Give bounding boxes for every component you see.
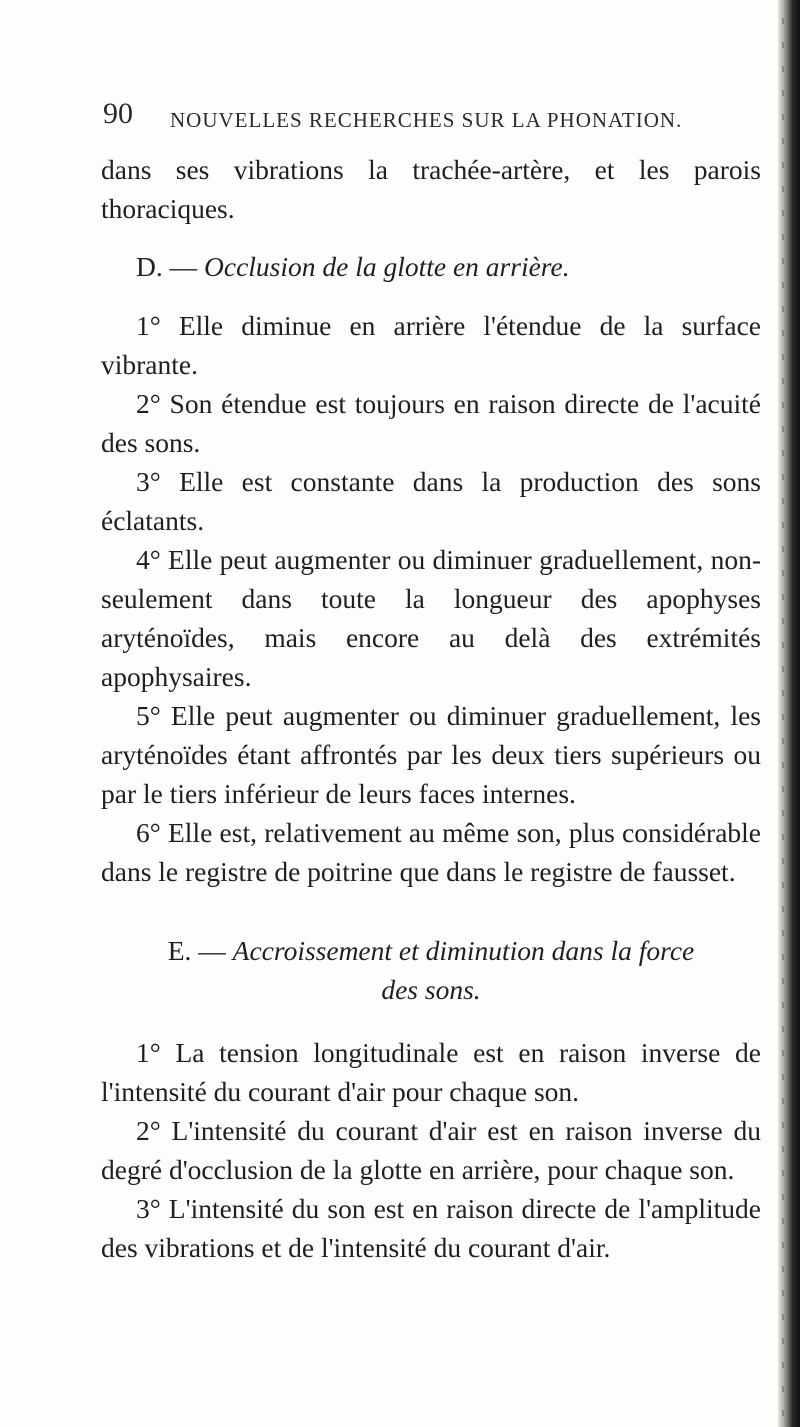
section-d-item: 2° Son étendue est toujours en raison directe de l'acuité des sons. [101, 388, 761, 458]
section-e-item: 3° L'intensité du son est en raison directe de l'amplitude des vibrations et de l'intensité du courant d'air. [101, 1193, 761, 1263]
section-d-item: 6° Elle est, relativement au même son, plus considérable dans le registre de poitrine que dans le registre de fausset. [101, 817, 761, 887]
section-e-label: E. — [167, 935, 226, 966]
section-e-item: 1° La tension longitudinale est en raison inverse de l'intensité du courant d'air pour chaque son. [101, 1037, 761, 1107]
section-d-item: 1° Elle diminue en arrière l'étendue de la surface vibrante. [101, 310, 761, 380]
page-number: 90 [103, 97, 133, 130]
section-d-item: 4° Elle peut augmenter ou diminuer graduellement, non-seulement dans toute la longueur des apophyses aryténoïdes, mais encore au delà des extrémités apophysaires. [101, 544, 761, 692]
running-head: NOUVELLES RECHERCHES SUR LA PHONATION. [170, 108, 683, 132]
section-d-title: Occlusion de la glotte en arrière. [204, 251, 570, 282]
section-e-heading [101, 931, 761, 1009]
section-d-label: D. — [136, 251, 198, 282]
section-d-item: 5° Elle peut augmenter ou diminuer graduellement, les aryténoïdes étant affrontés par les deux tiers supérieurs ou par le tiers inférieur de leurs faces internes. [101, 700, 761, 809]
section-e-item: 2° L'intensité du courant d'air est en raison inverse du degré d'occlusion de la glotte en arrière, pour chaque son. [101, 1115, 761, 1185]
section-d-heading [101, 247, 761, 286]
section-e-title-line2: des sons. [381, 974, 481, 1005]
page-edge-shadow [778, 0, 800, 1427]
intro-paragraph: dans ses vibrations la trachée-artère, et les parois thoraciques. [101, 154, 761, 224]
section-d-item: 3° Elle est constante dans la production des sons éclatants. [101, 466, 761, 536]
body-text [101, 150, 761, 1267]
section-e-title-line1: Accroissement et diminution dans la force [232, 935, 695, 966]
page-header [103, 97, 703, 144]
